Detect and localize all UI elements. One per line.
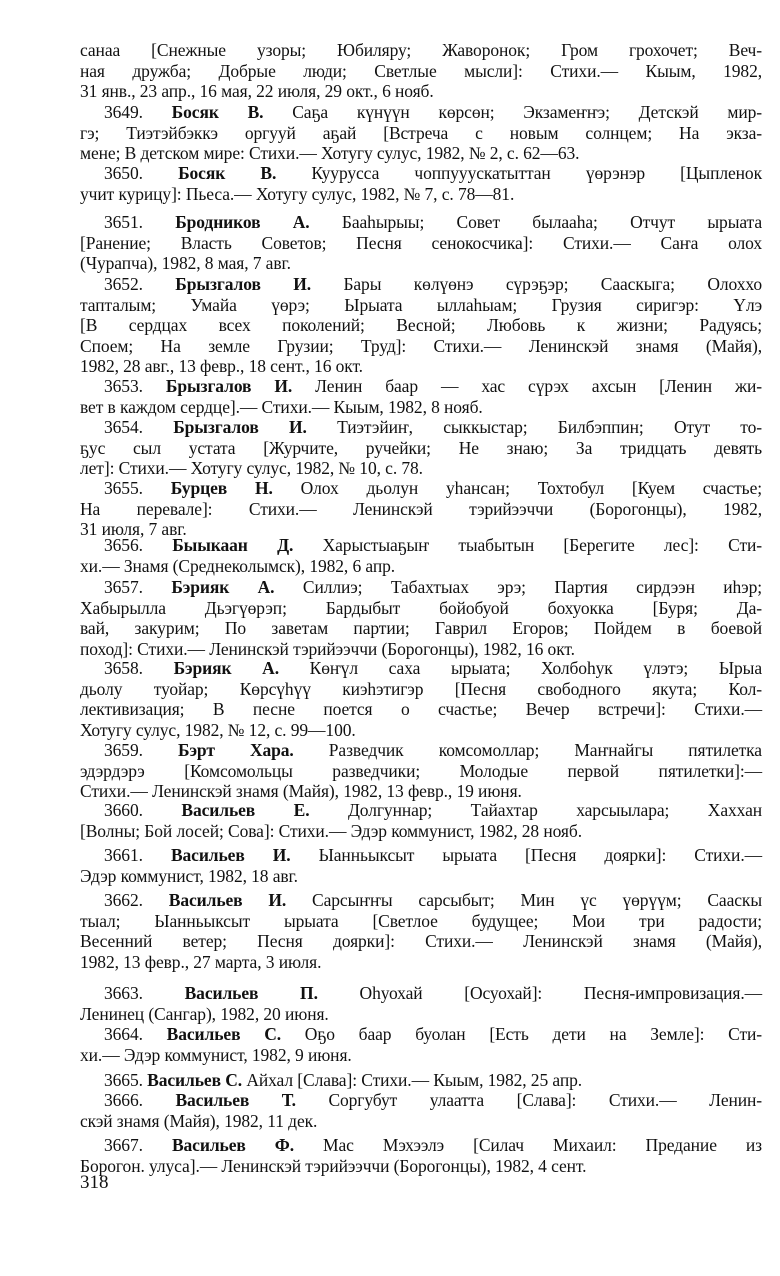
entry-line xyxy=(80,535,762,556)
entry-author: Васильев Т. xyxy=(175,1090,296,1110)
entry-line xyxy=(80,556,762,577)
entry-text: 31 янв., 23 апр., 16 мая, 22 июля, 29 окт., 6 нояб. xyxy=(80,81,434,101)
entry-line xyxy=(80,577,762,598)
entry-line xyxy=(80,274,762,295)
entry-line xyxy=(80,1070,762,1091)
entry-line xyxy=(80,356,762,377)
bibliography-entry xyxy=(80,1024,762,1065)
entry-text: хи.— Знамя (Среднеколымск), 1982, 6 апр. xyxy=(80,555,396,576)
entry-text: эдэрдэрэ [Комсомольцы разведчики; Молодые первой пятилетки]:— xyxy=(80,760,762,781)
entry-text: Весенний ветер; Песня доярки]: Стихи.— Ленинскэй знамя (Майя), xyxy=(80,931,762,951)
bibliography-entry xyxy=(80,274,762,377)
entry-line xyxy=(80,61,762,82)
bibliography-entry xyxy=(80,1070,762,1091)
entry-text: санаа [Снежные узоры; Юбиляру; Жаворонок; Гром грохочет; Веч- xyxy=(80,40,762,60)
entry-line xyxy=(80,699,762,720)
entry-text: Тиэтэйиҥ, сыккыстар; Билбэппин; Отут то- xyxy=(337,417,762,437)
entry-number: 3654. xyxy=(104,417,143,437)
entry-text: Долгуннар; Тайахтар харсыылара; Хаххан xyxy=(347,800,762,820)
entry-text: Бааһырыы; Совет былааһа; Отчут ырыата xyxy=(341,212,762,232)
entry-text: тыал; Ыанньыксыт ырыата [Светлое будущее; Мои три радости; xyxy=(80,910,762,931)
bibliography-entry xyxy=(80,845,762,886)
bibliography-entry xyxy=(80,163,762,204)
entry-line xyxy=(80,639,762,660)
entry-author: Босяк В. xyxy=(171,102,264,122)
entry-text: ная дружба; Добрые люди; Светлые мысли]: Стихи.— Кыым, 1982, xyxy=(80,60,762,81)
entry-text: [Волны; Бой лосей; Сова]: Стихи.— Эдэр коммунист, 1982, 28 нояб. xyxy=(80,820,582,841)
entry-line xyxy=(80,163,762,184)
page-number: 318 xyxy=(80,1172,109,1193)
entry-continuation xyxy=(80,40,762,102)
entry-author: Васильев П. xyxy=(184,983,318,1003)
entry-line xyxy=(80,376,762,397)
entry-line xyxy=(80,598,762,619)
entry-text: мене; В детском мире: Стихи.— Хотугу сулус, 1982, № 2, с. 62—63. xyxy=(80,143,580,163)
bibliography-entry xyxy=(80,983,762,1024)
bibliography-entry xyxy=(80,890,762,972)
bibliography-entry xyxy=(80,535,762,576)
entry-line xyxy=(80,397,762,418)
entry-number: 3649. xyxy=(104,102,143,122)
bibliography-entry xyxy=(80,658,762,740)
entry-text: На перевале]: Стихи.— Ленинскэй тэрийээччи (Борогонцы), 1982, xyxy=(80,498,762,519)
entry-line xyxy=(80,417,762,438)
entry-author: Быыкаан Д. xyxy=(172,535,294,555)
entry-line xyxy=(80,212,762,233)
entry-text: 31 июля, 7 авг. xyxy=(80,519,187,539)
bibliography-entry xyxy=(80,376,762,417)
entry-text: Мас Мэхээлэ [Силач Михаил: Предание из xyxy=(323,1135,762,1155)
entry-author: Васильев Е. xyxy=(181,800,310,820)
entry-text: Стихи.— Ленинскэй знамя (Майя), 1982, 13 февр., 19 июня. xyxy=(80,781,522,801)
entry-line xyxy=(80,679,762,700)
entry-number: 3665. xyxy=(104,1070,143,1090)
entry-text: лет]: Стихи.— Хотугу сулус, 1982, № 10, с. 78. xyxy=(80,458,423,478)
entry-author: Васильев И. xyxy=(168,890,287,910)
entry-line xyxy=(80,123,762,144)
entry-line xyxy=(80,315,762,336)
entry-text: Силлиэ; Табахтыах эрэ; Партия сирдээн иһэр; xyxy=(302,577,762,597)
entry-line xyxy=(80,233,762,254)
entry-text: Айхал [Слава]: Стихи.— Кыым, 1982, 25 апр. xyxy=(246,1070,583,1090)
entry-text: ҕус сыл устата [Журчите, ручейки; Не знаю; За тридцать девять xyxy=(80,437,762,458)
entry-line xyxy=(80,253,762,274)
entry-line xyxy=(80,1156,762,1177)
entry-line xyxy=(80,821,762,842)
entry-line xyxy=(80,1111,762,1132)
bibliography-entry xyxy=(80,417,762,479)
entry-text: скэй знамя (Майя), 1982, 11 дек. xyxy=(80,1110,318,1131)
entry-author: Бэрияк А. xyxy=(171,577,275,597)
entry-author: Брызгалов И. xyxy=(173,417,307,437)
entry-text: Борогон. улуса].— Ленинскэй тэрийээччи (Борогонцы), 1982, 4 сент. xyxy=(80,1155,587,1176)
entry-text: Сарсыҥҥы сарсыбыт; Мин үс үөрүүм; Сааскы xyxy=(312,890,762,910)
entry-text: тапталым; Умайа үөрэ; Ырыата ыллаһыам; Грузия сиригэр: Үлэ xyxy=(80,294,762,315)
entry-author: Бэрт Хара. xyxy=(178,740,294,760)
entry-text: (Чурапча), 1982, 8 мая, 7 авг. xyxy=(80,253,291,273)
entry-line xyxy=(80,866,762,887)
bibliography-entry xyxy=(80,102,762,164)
entry-text: гэ; Тиэтэйбэккэ оргууй аҕай [Встреча с новым солнцем; На экза- xyxy=(80,122,762,143)
entry-author: Брызгалов И. xyxy=(165,376,293,396)
entry-number: 3653. xyxy=(104,376,143,396)
entry-line xyxy=(80,1045,762,1066)
entry-line xyxy=(80,184,762,205)
entry-number: 3650. xyxy=(104,163,143,183)
entry-text: Соргубут улаатта [Слава]: Стихи.— Ленин- xyxy=(328,1090,763,1110)
entry-line xyxy=(80,720,762,741)
entry-author: Васильев И. xyxy=(170,845,291,865)
bibliography-entry xyxy=(80,740,762,802)
entry-line xyxy=(80,845,762,866)
entry-text: поход]: Стихи.— Ленинскэй тэрийээччи (Борогонцы), 1982, 16 окт. xyxy=(80,638,575,659)
entry-line xyxy=(80,81,762,102)
bibliography-entry xyxy=(80,212,762,274)
entry-number: 3663. xyxy=(104,983,143,1003)
entry-line xyxy=(80,478,762,499)
entry-text: Олох дьолун уһансан; Тохтобул [Куем счастье; xyxy=(300,478,762,498)
entry-text: 1982, 13 февр., 27 марта, 3 июля. xyxy=(80,951,322,972)
entry-text: вет в каждом сердце].— Стихи.— Кыым, 1982, 8 нояб. xyxy=(80,396,483,417)
entry-line xyxy=(80,143,762,164)
entry-text: Разведчик комсомоллар; Маҥнайгы пятилетка xyxy=(328,740,762,760)
entry-number: 3667. xyxy=(104,1135,143,1155)
entry-number: 3656. xyxy=(104,535,143,555)
entry-text: лективизация; В песне поется о счастье; Вечер встречи]: Стихи.— xyxy=(80,699,762,719)
entry-text: Көҥүл саха ырыата; Холбоһук үлэтэ; Ырыа xyxy=(309,658,762,678)
entry-number: 3657. xyxy=(104,577,143,597)
entry-line xyxy=(80,102,762,123)
bibliography-entry xyxy=(80,577,762,659)
entry-line xyxy=(80,1135,762,1156)
entry-text: Эдэр коммунист, 1982, 18 авг. xyxy=(80,865,298,886)
bibliography-entry xyxy=(80,1090,762,1131)
entry-author: Васильев С. xyxy=(166,1024,282,1044)
entry-line xyxy=(80,295,762,316)
entry-author: Босяк В. xyxy=(178,163,277,183)
entry-number: 3658. xyxy=(104,658,143,678)
entry-text: Ыанньыксыт ырыата [Песня доярки]: Стихи.— xyxy=(318,845,762,865)
entry-text: Ленинец (Сангар), 1982, 20 июня. xyxy=(80,1003,329,1024)
entry-line xyxy=(80,438,762,459)
entry-line xyxy=(80,1090,762,1111)
entry-line xyxy=(80,618,762,639)
entry-number: 3659. xyxy=(104,740,143,760)
entry-number: 3651. xyxy=(104,212,143,232)
entry-author: Васильев Ф. xyxy=(171,1135,294,1155)
entry-line xyxy=(80,1004,762,1025)
entry-line xyxy=(80,336,762,357)
entry-line xyxy=(80,931,762,952)
entry-number: 3652. xyxy=(104,274,143,294)
entry-text: 1982, 28 авг., 13 февр., 18 сент., 16 окт. xyxy=(80,356,363,376)
entry-text: Оҕо баар буолан [Есть дети на Земле]: Сти- xyxy=(304,1024,763,1044)
entry-line xyxy=(80,983,762,1004)
entry-text: [Ранение; Власть Советов; Песня сенокосчика]: Стихи.— Саҥа олох xyxy=(80,232,762,253)
entry-author: Бэрияк А. xyxy=(173,658,279,678)
entry-number: 3664. xyxy=(104,1024,143,1044)
entry-line xyxy=(80,890,762,911)
entry-line xyxy=(80,658,762,679)
entry-line xyxy=(80,800,762,821)
entry-text: Бары көлүөнэ сүрэҕэр; Сааскыга; Олоххо xyxy=(343,274,762,294)
entry-line xyxy=(80,911,762,932)
entry-number: 3666. xyxy=(104,1090,143,1110)
entry-number: 3660. xyxy=(104,800,143,820)
entry-author: Васильев С. xyxy=(147,1070,243,1090)
entry-line xyxy=(80,781,762,802)
entry-line xyxy=(80,761,762,782)
bibliography-entry xyxy=(80,1135,762,1176)
entry-text: Споем; На земле Грузии; Труд]: Стихи.— Ленинскэй знамя (Майя), xyxy=(80,335,762,356)
entry-line xyxy=(80,458,762,479)
entry-line xyxy=(80,740,762,761)
entry-text: Хотугу сулус, 1982, № 12, с. 99—100. xyxy=(80,719,356,740)
entry-text: Хабырылла Дьэгүөрэп; Бардыбыт бойобуой бохуокка [Буря; Да- xyxy=(80,597,762,618)
entry-author: Брызгалов И. xyxy=(175,274,312,294)
entry-text: Ленин баар — хас сүрэх ахсын [Ленин жи- xyxy=(315,376,762,396)
entry-text: [В сердцах всех поколений; Весной; Любовь к жизни; Радуясь; xyxy=(80,315,762,335)
entry-text: хи.— Эдэр коммунист, 1982, 9 июня. xyxy=(80,1044,352,1065)
entry-line xyxy=(80,499,762,520)
bibliography-entry xyxy=(80,800,762,841)
entry-author: Бурцев Н. xyxy=(170,478,273,498)
entry-text: Куурусса чоппууускатыттан үөрэнэр [Цыпленок xyxy=(311,163,762,183)
bibliography-entry xyxy=(80,478,762,540)
entry-number: 3662. xyxy=(104,890,143,910)
entry-text: Харыстыаҕыҥ тыабытын [Берегите лес]: Сти- xyxy=(322,535,762,555)
entry-author: Бродников А. xyxy=(175,212,310,232)
entry-number: 3655. xyxy=(104,478,143,498)
entry-text: дьолу туойар; Көрсүһүү киэһэтигэр [Песня свободного якута; Кол- xyxy=(80,678,762,699)
entry-number: 3661. xyxy=(104,845,143,865)
entry-text: Саҕа күнүүн көрсөн; Экзамеҥҥэ; Детскэй мир- xyxy=(292,102,762,122)
entry-line xyxy=(80,1024,762,1045)
entry-text: учит курицу]: Пьеса.— Хотугу сулус, 1982, № 7, с. 78—81. xyxy=(80,183,515,204)
entry-line xyxy=(80,40,762,61)
entry-text: Оһуохай [Осуохай]: Песня-импровизация.— xyxy=(359,983,762,1003)
entry-line xyxy=(80,952,762,973)
entry-text: вай, закурим; По заветам партии; Гаврил Егоров; Пойдем в боевой xyxy=(80,618,762,638)
